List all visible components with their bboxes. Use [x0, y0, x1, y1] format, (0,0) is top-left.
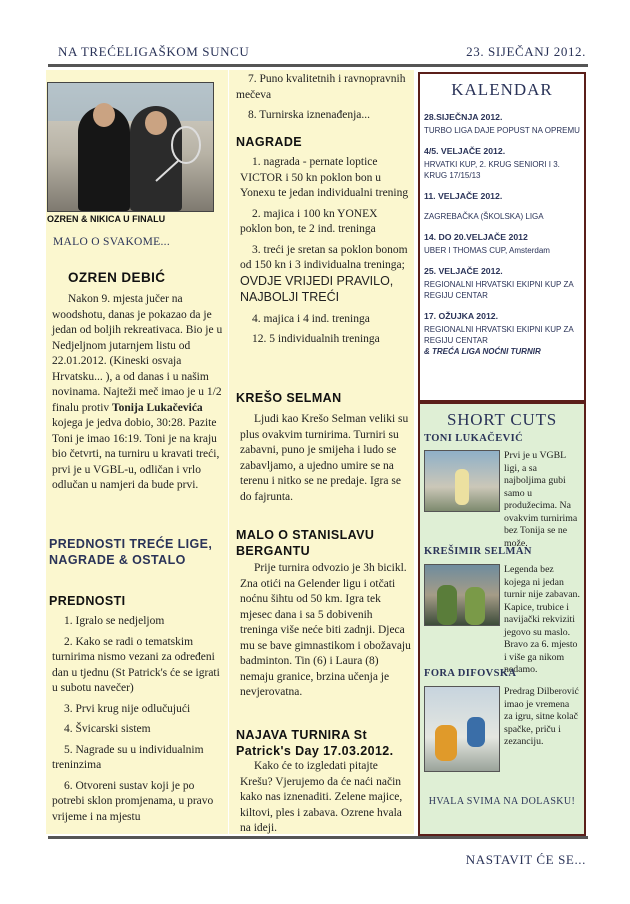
nagrade-list [240, 155, 412, 353]
calendar-desc: HRVATKI KUP, 2. KRUG SENIORI I 3. KRUG 17/15/13 [424, 160, 560, 180]
photo-caption: OZREN & NIKICA U FINALU [47, 214, 166, 224]
profile-text-part: kojega je jedva dobio, 30:28. Pazite Toni je imao 16:19. Toni je na kraju bio četvrti, na turniru u kravati treći, prvi je u VGBL-u, odličan i vrlo odlučan u namjeri da bude prvi. [52, 417, 220, 491]
advantages-continued [236, 72, 412, 129]
list-item-text: 3. treći je sretan sa poklon bonom od 150 kn i 3 individualna treninga; [240, 243, 408, 271]
najava-text: Kako će to izgledati pitajte Krešu? Vjerujemo da će naći način kako nas iznenaditi. Zelene majice, kiltovi, ples i zabava. Ozrene hvala na ideji. [240, 760, 403, 834]
calendar-desc: REGIONALNI HRVATSKI EKIPNI KUP ZA REGIJU CENTAR [424, 280, 574, 300]
shortcut-text: Legenda bez kojega ni jedan turnir nije zabavan. Kapice, trubice i navijački rekviziti jegovo su maslo. Bravo za 6. mjesto i više ga nikom nedamo. [504, 564, 580, 675]
list-item: 5. Nagrade su u individualnim treninzima [52, 743, 204, 771]
list-item: 7. Puno kvalitetnih i ravnopravnih mečeva [236, 73, 406, 101]
calendar-desc: ZAGREBAČKA (ŠKOLSKA) LIGA [424, 212, 544, 221]
calendar-desc: UBER I THOMAS CUP, Amsterdam [424, 246, 550, 255]
list-item: 1. nagrada - pernate loptice VICTOR i 50 kn poklon bon u Yonexu te jedan individualni trening [240, 156, 409, 199]
list-item: 4. Švicarski sistem [64, 723, 151, 735]
calendar-date: 4/5. VELJAČE 2012. [424, 146, 506, 156]
player-figure [465, 587, 485, 625]
list-item: 1. Igralo se nedjeljom [64, 615, 165, 627]
calendar-desc: TURBO LIGA DAJE POPUST NA OPREMU [424, 126, 580, 135]
calendar-extra: & TREĆA LIGA NOĆNI TURNIR [424, 347, 541, 356]
list-item: 2. Kako se radi o tematskim turnirima nismo vezani za određeni dan u tjednu (St Patrick's će se igrati u subotu navečer) [52, 635, 220, 694]
profile-heading: OZREN DEBIĆ [68, 270, 166, 285]
prednosti-heading: PREDNOSTI [49, 594, 126, 608]
shortcut-text: Prvi je u VGBL ligi, a sa najboljima gubi samo u produžecima. Na ovakvim turnirima bez Tonija se ne može. [504, 450, 578, 549]
section-title: NA TREĆELIGAŠKOM SUNCU [58, 44, 250, 59]
list-item: 12. 5 individualnih treninga [252, 333, 380, 345]
list-item: 6. Otvoreni sustav koji je po potrebi sklon promjenama, u pravo vrijeme i na mjestu [52, 779, 214, 823]
shortcut-text: Predrag Dilberović imao je vremena za igru, sitne kolač spačke, priču i zezanciju. [504, 686, 579, 747]
profile-text-part: Nakon 9. mjesta jučer na woodshotu, danas je pokazao da je jedan od boljih rekreativaca. Bio je u Nedjeljnom jutarnjem listu od 22.01.2012. (Kineski osvaja Hrvatsku... ), a od danas i u našim novinama. Najteži meč imao je u 1/2 finalu protiv [52, 293, 223, 414]
rule-note: OVDJE VRIJEDI PRAVILO, NAJBOLJI TREĆI [240, 273, 394, 304]
list-item: 3. Prvi krug nije odlučujući [64, 702, 191, 715]
issue-date: 23. SIJEČANJ 2012. [466, 44, 586, 59]
kresimir-photo [424, 564, 500, 626]
shortcut-name: KREŠIMIR SELMAN [424, 546, 532, 557]
person-figure [435, 725, 457, 761]
toni-photo [424, 450, 500, 512]
calendar-entry [424, 191, 580, 222]
kreso-text: Ljudi kao Krešo Selman veliki su plus ovakvim turnirima. Turniri su zabavni, puno je smijeha i ludo se zabavljamo, a ujedno umire se na terenu i nitko se ne predaje. Igra se do fajrunta. [240, 413, 409, 503]
calendar-entry [424, 311, 580, 357]
calendar-date: 14. DO 20.VELJAČE 2012 [424, 232, 528, 242]
calendar-date: 25. VELJAČE 2012. [424, 266, 503, 276]
profile-text [52, 292, 224, 494]
calendar-date: 17. OŽUJKA 2012. [424, 311, 499, 321]
list-item: 2. majica i 100 kn YONEX poklon bon, te 2 ind. treninga [240, 207, 378, 235]
top-rule [48, 64, 588, 67]
list-item [240, 243, 412, 307]
kreso-heading: KREŠO SELMAN [236, 391, 342, 405]
player-head [93, 103, 115, 127]
fora-photo [424, 686, 500, 772]
bottom-rule [48, 836, 588, 839]
closing-note: HVALA SVIMA NA DOLASKU! [428, 796, 576, 807]
racket-icon [148, 123, 208, 183]
calendar-date: 28.SIJEČNJA 2012. [424, 112, 503, 122]
list-item: 8. Turnirska iznenađenja... [248, 109, 371, 121]
calendar-entry [424, 266, 580, 301]
calendar-title: KALENDAR [451, 80, 553, 99]
section-heading: PREDNOSTI TREĆE LIGE, NAGRADE & OSTALO [49, 537, 213, 567]
calendar-entry [424, 112, 580, 136]
calendar-list [424, 112, 580, 357]
calendar-entry [424, 146, 580, 181]
player-figure [455, 469, 469, 505]
finalists-photo [47, 82, 214, 212]
list-item: 4. majica i 4 ind. treninga [252, 312, 370, 325]
intro-heading: MALO O SVAKOME... [53, 236, 171, 248]
profile-text-highlight: Tonija Lukačevića [112, 401, 203, 414]
nagrade-heading: NAGRADE [236, 135, 302, 149]
shortcuts-title: SHORT CUTS [446, 410, 558, 429]
najava-heading: NAJAVA TURNIRA St Patrick's Day 17.03.2012. [236, 728, 394, 758]
calendar-desc: REGIONALNI HRVATSKI EKIPNI KUP ZA REGIJU CENTAR [424, 325, 574, 345]
bergant-heading: MALO O STANISLAVU BERGANTU [236, 528, 375, 558]
shortcut-name: TONI LUKAČEVIĆ [424, 433, 524, 444]
bergant-text: Prije turnira odvozio je 3h bicikl. Zna otići na Gelender ligu i otčati noćnu šihtu od 50 km. Igra tek mjesec dana i sa 5 dobivenih treninga više neće biti zadnji. Djeca mu se bave gimnastikom i obožavaju badminton. Tin (6) i Laura (8) nemaju granice, brzina učenja je nevjerovatna. [240, 562, 411, 698]
shortcut-name: FORA DIFOVSKA [424, 668, 517, 679]
continue-note: NASTAVIT ĆE SE... [465, 852, 586, 867]
player-figure [437, 585, 457, 625]
calendar-entry [424, 232, 580, 256]
prednosti-list [52, 614, 224, 830]
calendar-date: 11. VELJAČE 2012. [424, 191, 503, 201]
person-figure [467, 717, 485, 747]
